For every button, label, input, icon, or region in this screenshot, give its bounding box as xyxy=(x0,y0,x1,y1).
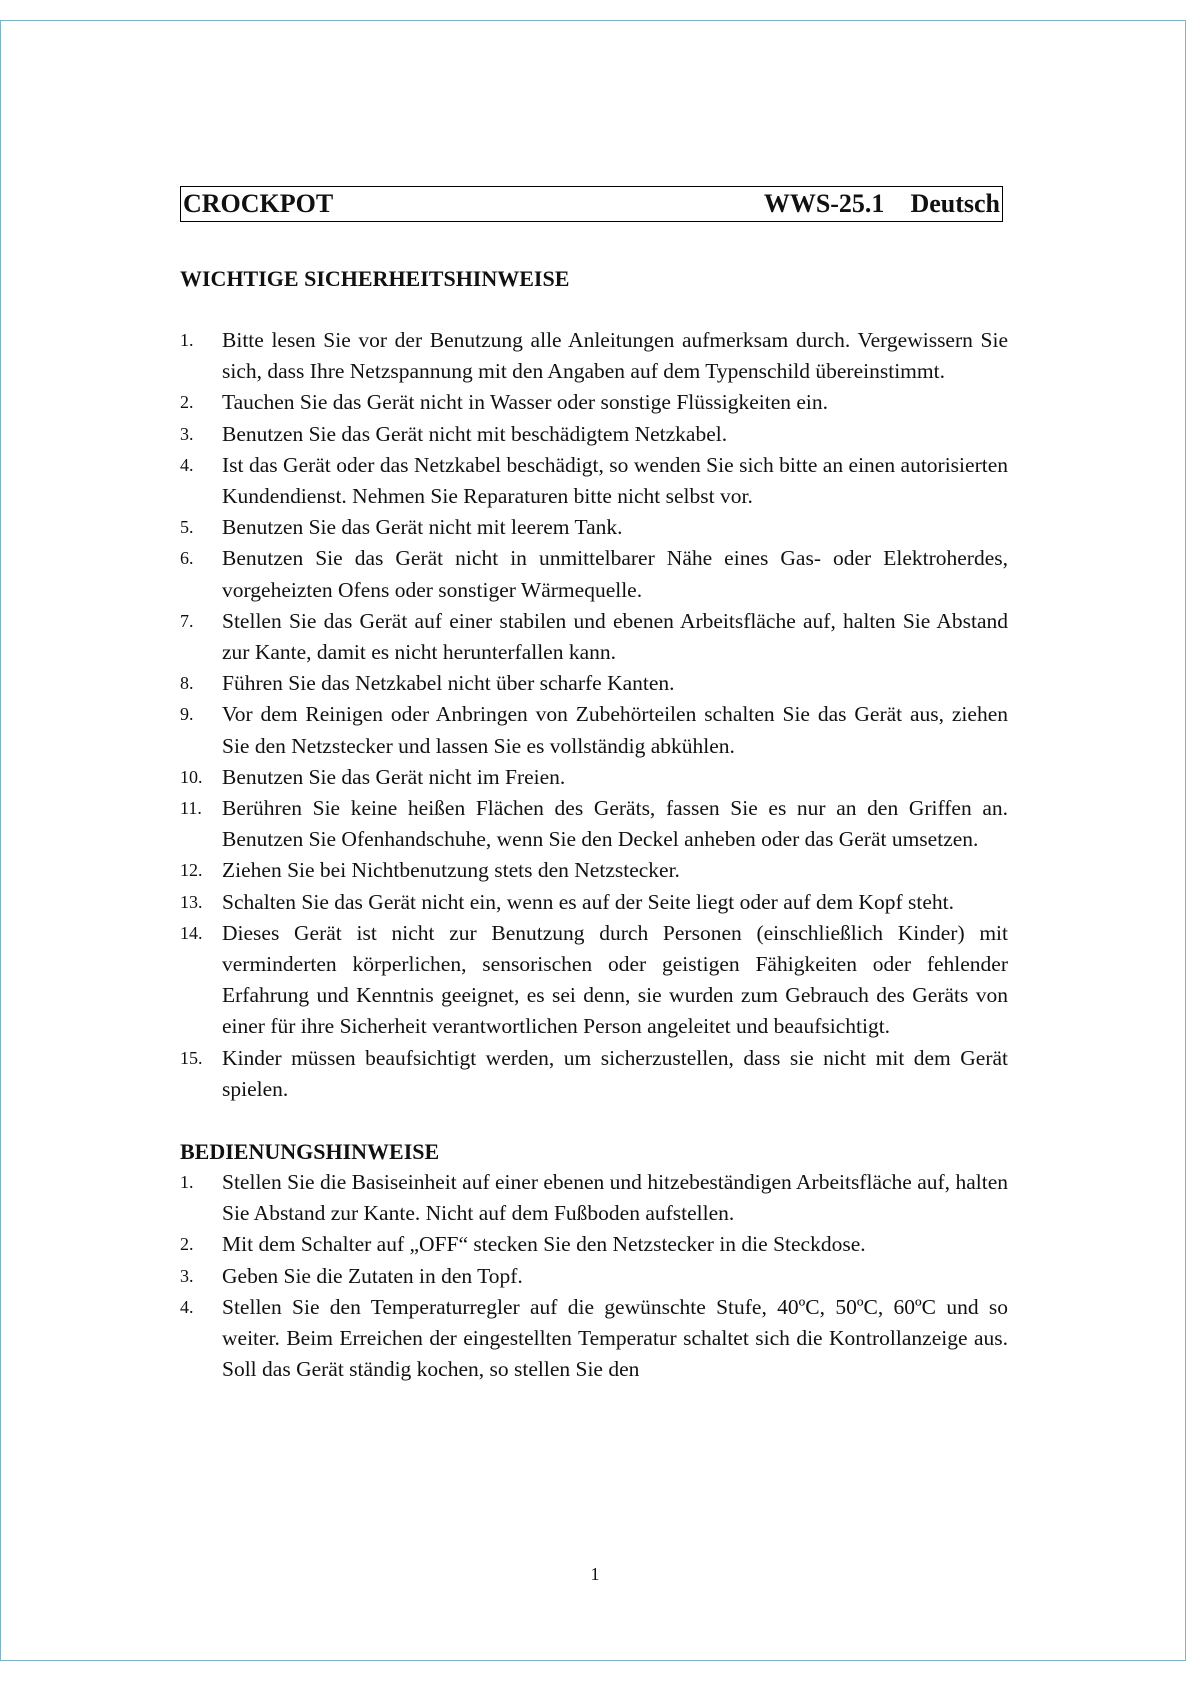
document-content xyxy=(180,186,1008,1386)
item-number: 10. xyxy=(180,766,203,787)
safety-heading: WICHTIGE SICHERHEITSHINWEISE xyxy=(180,266,570,291)
item-text: Stellen Sie die Basiseinheit auf einer ebenen und hitzebeständigen Arbeitsfläche auf, halten Sie Abstand zur Kante. Nicht auf dem Fußboden aufstellen. xyxy=(222,1170,1008,1226)
item-text: Stellen Sie den Temperaturregler auf die gewünschte Stufe, 40ºC, 50ºC, 60ºC und so weiter. Beim Erreichen der eingestellten Temperatur schaltet sich die Kontrollanzeige aus. Soll das Gerät ständig kochen, so stellen Sie den xyxy=(222,1294,1008,1382)
item-text: Benutzen Sie das Gerät nicht mit beschädigtem Netzkabel. xyxy=(222,421,728,446)
list-item xyxy=(180,606,1008,668)
item-text: Stellen Sie das Gerät auf einer stabilen und ebenen Arbeitsfläche auf, halten Sie Abstand zur Kante, damit es nicht herunterfallen kann. xyxy=(222,608,1008,665)
list-item xyxy=(180,1167,1008,1229)
item-number: 3. xyxy=(180,423,194,444)
operation-heading: BEDIENUNGSHINWEISE xyxy=(180,1139,440,1165)
item-text: Schalten Sie das Gerät nicht ein, wenn es auf der Seite liegt oder auf dem Kopf steht. xyxy=(222,889,954,914)
item-number: 5. xyxy=(180,517,194,538)
item-text: Führen Sie das Netzkabel nicht über scharfe Kanten. xyxy=(222,671,675,696)
document-header xyxy=(180,186,1003,222)
item-text: Geben Sie die Zutaten in den Topf. xyxy=(222,1263,523,1288)
item-number: 7. xyxy=(180,610,194,631)
item-text: Mit dem Schalter auf „OFF“ stecken Sie den Netzstecker in die Steckdose. xyxy=(222,1232,866,1257)
list-item xyxy=(180,918,1008,1043)
list-item xyxy=(180,387,1008,418)
item-text: Tauchen Sie das Gerät nicht in Wasser oder sonstige Flüssigkeiten ein. xyxy=(222,390,828,415)
list-item xyxy=(180,325,1008,387)
item-number: 4. xyxy=(180,454,194,475)
list-item xyxy=(180,887,1008,918)
item-number: 1. xyxy=(180,1172,194,1193)
product-title: CROCKPOT xyxy=(183,189,334,218)
list-item xyxy=(180,512,1008,543)
list-item xyxy=(180,855,1008,886)
list-item xyxy=(180,699,1008,761)
list-item xyxy=(180,793,1008,855)
item-text: Benutzen Sie das Gerät nicht mit leerem Tank. xyxy=(222,515,623,540)
list-item xyxy=(180,1229,1008,1260)
item-text: Benutzen Sie das Gerät nicht in unmittelbarer Nähe eines Gas- oder Elektroherdes, vorgeheizten Ofens oder sonstiger Wärmequelle. xyxy=(222,546,1008,602)
list-item xyxy=(180,543,1008,605)
model-language xyxy=(764,187,1000,221)
item-number: 4. xyxy=(180,1296,194,1317)
language-label: Deutsch xyxy=(910,189,1000,218)
item-number: 8. xyxy=(180,673,194,694)
item-number: 15. xyxy=(180,1047,203,1068)
item-text: Kinder müssen beaufsichtigt werden, um sicherzustellen, dass sie nicht mit dem Gerät spielen. xyxy=(222,1045,1008,1101)
safety-list xyxy=(180,325,1008,1105)
list-item xyxy=(180,419,1008,450)
item-number: 11. xyxy=(180,798,202,819)
list-item xyxy=(180,762,1008,793)
operation-list xyxy=(180,1167,1008,1385)
item-number: 6. xyxy=(180,548,194,569)
item-text: Ist das Gerät oder das Netzkabel beschädigt, so wenden Sie sich bitte an einen autorisierten Kundendienst. Nehmen Sie Reparaturen bitte nicht selbst vor. xyxy=(222,452,1008,509)
item-text: Berühren Sie keine heißen Flächen des Geräts, fassen Sie es nur an den Griffen an. Benutzen Sie Ofenhandschuhe, wenn Sie den Deckel anheben oder das Gerät umsetzen. xyxy=(222,796,1008,852)
item-number: 12. xyxy=(180,860,203,881)
item-text: Dieses Gerät ist nicht zur Benutzung durch Personen (einschließlich Kinder) mit verminderten körperlichen, sensorischen oder geistigen Fähigkeiten oder fehlender Erfahrung und Kenntnis geeignet, es sei denn, sie wurden zum Gebrauch des Geräts von einer für ihre Sicherheit verantwortlichen Person angeleitet und beaufsichtigt. xyxy=(222,920,1008,1039)
item-number: 1. xyxy=(180,330,194,350)
item-number: 3. xyxy=(180,1265,194,1286)
list-item xyxy=(180,1261,1008,1292)
item-number: 9. xyxy=(180,704,194,725)
item-number: 13. xyxy=(180,891,203,912)
list-item xyxy=(180,1043,1008,1105)
item-number: 14. xyxy=(180,922,203,943)
item-number: 2. xyxy=(180,1234,194,1255)
item-text: Benutzen Sie das Gerät nicht im Freien. xyxy=(222,764,566,789)
list-item xyxy=(180,450,1008,512)
item-text: Bitte lesen Sie vor der Benutzung alle Anleitungen aufmerksam durch. Vergewissern Sie sich, dass Ihre Netzspannung mit den Angaben auf dem Typenschild übereinstimmt. xyxy=(222,328,1008,384)
list-item xyxy=(180,1292,1008,1386)
item-number: 2. xyxy=(180,392,194,413)
model-number: WWS-25.1 xyxy=(763,189,885,218)
list-item xyxy=(180,668,1008,699)
item-text: Ziehen Sie bei Nichtbenutzung stets den Netzstecker. xyxy=(222,858,680,883)
page-number: 1 xyxy=(590,1564,600,1584)
item-text: Vor dem Reinigen oder Anbringen von Zubehörteilen schalten Sie das Gerät aus, ziehen Sie den Netzstecker und lassen Sie es vollständig abkühlen. xyxy=(222,702,1008,758)
